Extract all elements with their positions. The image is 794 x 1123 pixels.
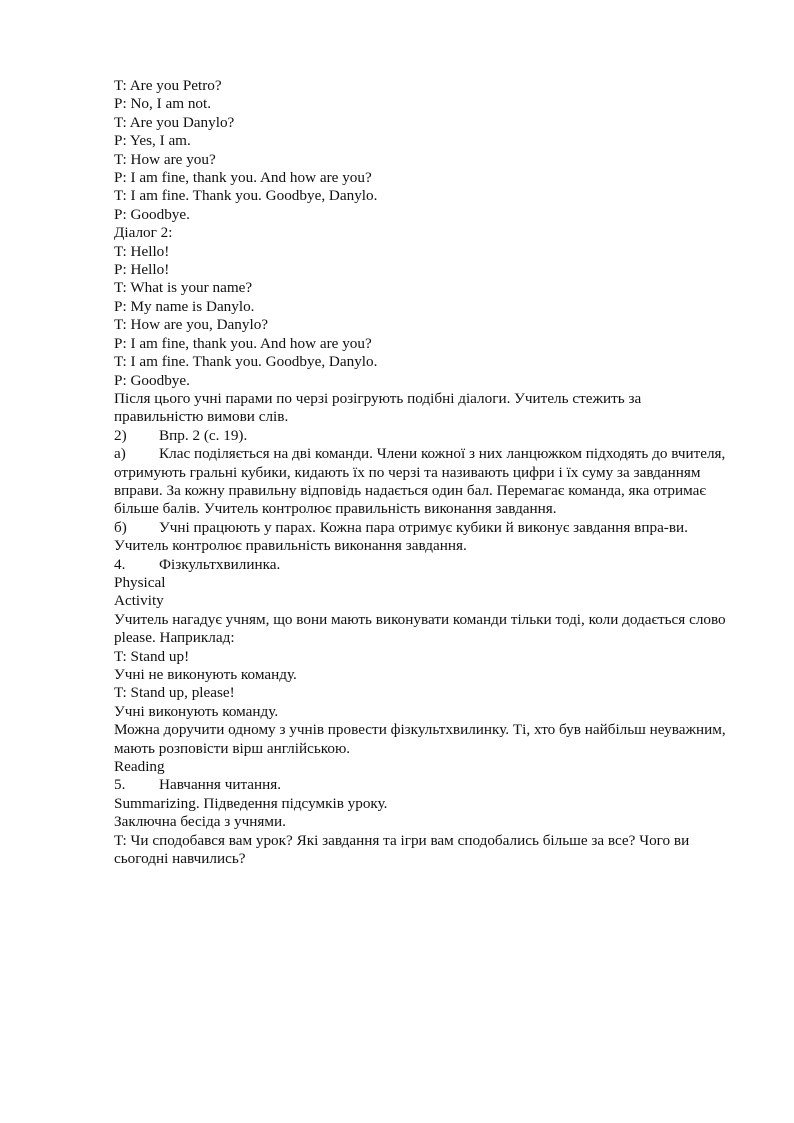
dialogue-line: P: I am fine, thank you. And how are you?: [114, 169, 372, 187]
dialogue-line: T: I am fine. Thank you. Goodbye, Danylo.: [114, 353, 378, 371]
dialogue-line: T: I am fine. Thank you. Goodbye, Danylo.: [114, 187, 378, 205]
list-item-4: [114, 556, 734, 574]
note-line: Учні виконують команду.: [114, 702, 279, 720]
dialogue-line: T: How are you?: [114, 150, 216, 168]
dialogue-line: P: No, I am not.: [114, 95, 212, 113]
list-number: а): [114, 445, 126, 463]
final-talk-line: Заключна бесіда з учнями.: [114, 813, 286, 831]
list-item-5: [114, 776, 734, 794]
list-number: 2): [114, 426, 127, 444]
summarizing-line: Summarizing. Підведення підсумків уроку.: [114, 794, 388, 812]
list-item-b: [114, 519, 734, 556]
list-text: Учні працюють у парах. Кожна пара отримує кубики й виконує завдання впра-ви. Учитель контролює правильність виконання завдання.: [114, 518, 688, 555]
list-text: Фізкультхвилинка.: [159, 555, 281, 573]
section-label-activity: Activity: [114, 592, 164, 610]
list-number: б): [114, 518, 127, 536]
dialogue-line: T: Hello!: [114, 242, 170, 260]
dialogue-line: T: Are you Danylo?: [114, 113, 235, 131]
dialogue-line: T: How are you, Danylo?: [114, 316, 269, 334]
paragraph-please: Учитель нагадує учням, що вони мають виконувати команди тільки тоді, коли додається слово please. Наприклад:: [114, 610, 726, 647]
list-number: 4.: [114, 555, 126, 573]
document-page: [114, 77, 734, 868]
dialogue-heading: Діалог 2:: [114, 224, 173, 242]
section-label-physical: Physical: [114, 573, 166, 591]
paragraph-after-dialogue: Після цього учні парами по черзі розігрують подібні діалоги. Учитель стежить за правильністю вимови слів.: [114, 389, 642, 426]
dialogue-line: P: Goodbye.: [114, 371, 190, 389]
dialogue-line: T: Are you Petro?: [114, 77, 222, 94]
list-text: Навчання читання.: [159, 776, 282, 794]
paragraph-assign: Можна доручити одному з учнів провести фізкультхвилинку. Ті, хто був найбільш неуважним, мають розповісти вірш англійською.: [114, 721, 726, 757]
final-question: T: Чи сподобався вам урок? Які завдання та ігри вам сподобались більше за все? Чого ви сьогодні навчились?: [114, 831, 690, 868]
list-number: 5.: [114, 776, 126, 794]
dialogue-line: P: Yes, I am.: [114, 132, 191, 150]
dialogue-line: P: My name is Danylo.: [114, 297, 255, 315]
list-text: Впр. 2 (с. 19).: [159, 426, 248, 444]
dialogue-line: P: Hello!: [114, 261, 170, 279]
section-label-reading: Reading: [114, 758, 165, 776]
dialogue-line: T: What is your name?: [114, 279, 253, 297]
note-line: Учні не виконують команду.: [114, 666, 297, 683]
dialogue-line: P: I am fine, thank you. And how are you?: [114, 334, 372, 352]
dialogue-line: P: Goodbye.: [114, 205, 190, 223]
list-item-2: [114, 427, 734, 445]
dialogue-line: T: Stand up!: [114, 647, 190, 665]
dialogue-line: T: Stand up, please!: [114, 684, 235, 702]
list-text: Клас поділяється на дві команди. Члени кожної з них ланцюжком підходять до вчителя, отримують гральні кубики, кидають їх по черзі та називають цифри і їх суму за завданням вправи. За кожну правильну відповідь надається один бал. Перемагає команда, яка отримає більше балів. Учитель контролює правильність виконання завдання.: [114, 445, 726, 518]
list-item-a: [114, 445, 734, 519]
